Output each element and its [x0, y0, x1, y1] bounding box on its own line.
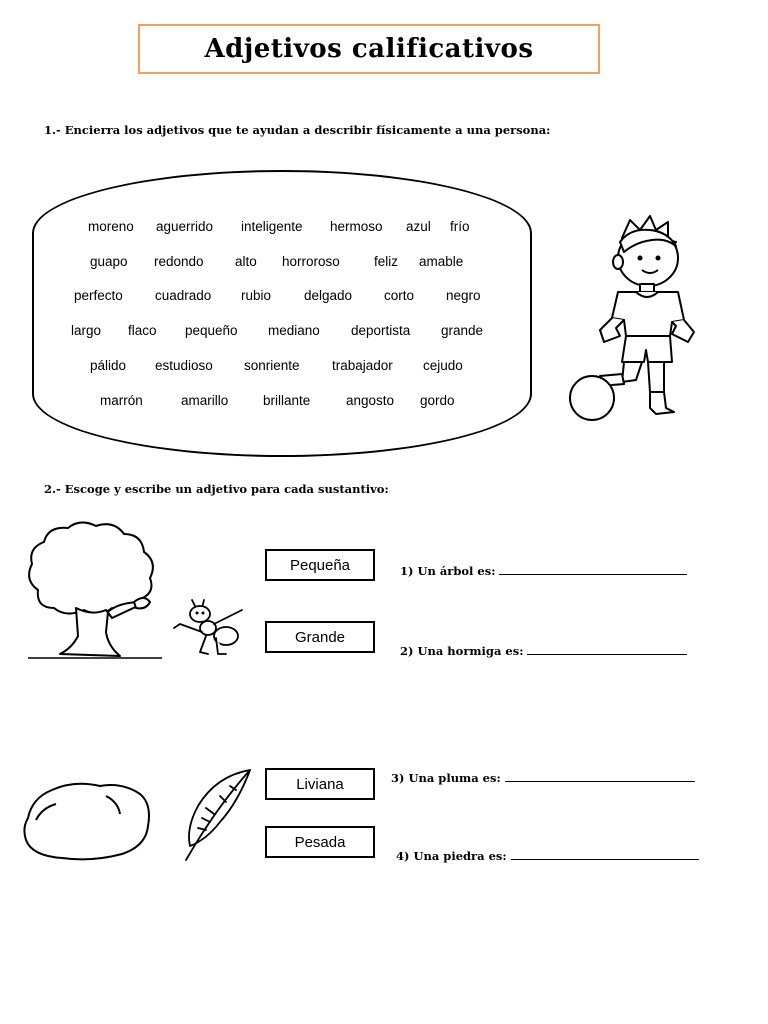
word-item[interactable]: rubio — [241, 288, 272, 303]
word-item[interactable]: brillante — [263, 393, 311, 408]
word-item[interactable]: moreno — [88, 219, 134, 234]
word-item[interactable]: pequeño — [185, 323, 238, 338]
word-item[interactable]: amable — [419, 254, 464, 269]
boy-with-ball-icon — [560, 212, 730, 422]
question-label: 1) Un árbol es: — [400, 564, 496, 578]
answer-line[interactable] — [511, 847, 699, 860]
word-oval — [32, 170, 532, 457]
word-item[interactable]: gordo — [420, 393, 455, 408]
exercise-2-instruction: 2.- Escoge y escribe un adjetivo para cada sustantivo: — [44, 482, 389, 496]
word-item[interactable]: perfecto — [74, 288, 123, 303]
word-item[interactable]: feliz — [374, 254, 399, 269]
word-item[interactable]: inteligente — [241, 219, 303, 234]
exercise-1-instruction: 1.- Encierra los adjetivos que te ayudan a describir físicamente a una persona: — [44, 123, 551, 137]
question-pluma — [391, 769, 695, 785]
question-hormiga — [400, 642, 687, 658]
feather-icon — [176, 766, 256, 864]
word-item[interactable]: trabajador — [332, 358, 393, 373]
word-item[interactable]: sonriente — [244, 358, 300, 373]
word-item[interactable]: negro — [446, 288, 481, 303]
tree-icon — [20, 520, 170, 665]
word-item[interactable]: flaco — [128, 323, 157, 338]
word-item[interactable]: redondo — [154, 254, 204, 269]
ant-icon — [170, 596, 255, 658]
word-item[interactable]: deportista — [351, 323, 411, 338]
question-label: 4) Una piedra es: — [396, 849, 507, 863]
question-arbol — [400, 562, 687, 578]
adjective-box-pesada[interactable]: Pesada — [265, 826, 375, 858]
word-item[interactable]: hermoso — [330, 219, 383, 234]
word-item[interactable]: guapo — [90, 254, 128, 269]
word-item[interactable]: horroroso — [282, 254, 340, 269]
word-item[interactable]: cuadrado — [155, 288, 212, 303]
word-item[interactable]: azul — [406, 219, 431, 234]
question-piedra — [396, 847, 699, 863]
word-item[interactable]: estudioso — [155, 358, 213, 373]
word-item[interactable]: pálido — [90, 358, 127, 373]
word-item[interactable]: amarillo — [181, 393, 229, 408]
answer-line[interactable] — [505, 769, 695, 782]
question-label: 3) Una pluma es: — [391, 771, 501, 785]
question-label: 2) Una hormiga es: — [400, 644, 524, 658]
word-item[interactable]: aguerrido — [156, 219, 214, 234]
word-item[interactable]: largo — [71, 323, 102, 338]
word-item[interactable]: mediano — [268, 323, 320, 338]
answer-line[interactable] — [499, 562, 687, 575]
word-item[interactable]: cejudo — [423, 358, 463, 373]
word-item[interactable]: corto — [384, 288, 415, 303]
word-item[interactable]: grande — [441, 323, 484, 338]
adjective-box-liviana[interactable]: Liviana — [265, 768, 375, 800]
page-title: Adjetivos calificativos — [204, 34, 534, 64]
adjective-box-grande[interactable]: Grande — [265, 621, 375, 653]
word-item[interactable]: frío — [450, 219, 470, 234]
adjective-box-pequena[interactable]: Pequeña — [265, 549, 375, 581]
stone-icon — [22, 778, 154, 864]
word-item[interactable]: delgado — [304, 288, 353, 303]
word-item[interactable]: marrón — [100, 393, 143, 408]
word-item[interactable]: angosto — [346, 393, 395, 408]
word-item[interactable]: alto — [235, 254, 257, 269]
answer-line[interactable] — [527, 642, 687, 655]
